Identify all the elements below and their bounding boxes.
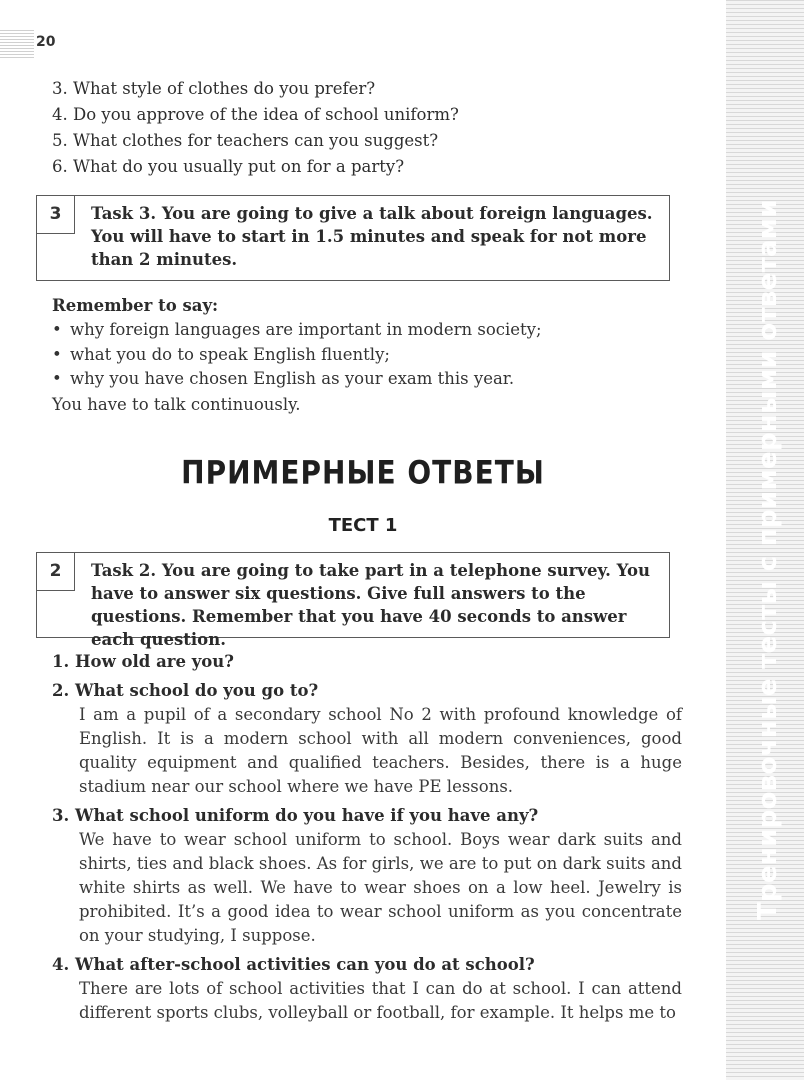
list-item: 5. What clothes for teachers can you suggest? xyxy=(52,131,439,150)
question-list xyxy=(52,76,459,180)
task-3-box xyxy=(36,195,670,281)
question: 1. How old are you? xyxy=(52,652,234,671)
section-side-title: Тренировочные тесты с примерными ответами xyxy=(753,199,783,920)
list-item: • why foreign languages are important in modern society; xyxy=(52,318,542,343)
remember-bullets xyxy=(52,318,542,392)
header-rule xyxy=(0,30,34,58)
task-instructions: Task 3. You are going to give a talk about foreign languages. You will have to start in 1.5 minutes and speak for not more than 2 minutes. xyxy=(91,204,653,269)
answers-list xyxy=(52,650,682,1030)
list-item: 4. Do you approve of the idea of school uniform? xyxy=(52,105,459,124)
list-item: • why you have chosen English as your exam this year. xyxy=(52,367,542,392)
question: 2. What school do you go to? xyxy=(52,681,319,700)
remember-title: Remember to say: xyxy=(52,296,219,315)
list-item: 6. What do you usually put on for a party? xyxy=(52,157,405,176)
list-item xyxy=(52,650,682,674)
remember-footer: You have to talk continuously. xyxy=(52,395,301,414)
list-item: 3. What style of clothes do you prefer? xyxy=(52,79,376,98)
question: 3. What school uniform do you have if you have any? xyxy=(52,806,539,825)
task-instructions: Task 2. You are going to take part in a telephone survey. You have to answer six questions. Give full answers to the questions. Remember that you have 40 seconds to answer each question. xyxy=(91,561,650,649)
answer: There are lots of school activities that I can do at school. I can attend different sports clubs, volleyball or football, for example. It helps me to xyxy=(79,979,682,1022)
answer: We have to wear school uniform to school. Boys wear dark suits and shirts, ties and black shoes. As for girls, we are to put on dark suits and white shirts as well. We have to wear shoes on a low heel. Jewelry is prohibited. It’s a good idea to wear school uniform as you concentrate on your studying, I suppose. xyxy=(79,830,682,945)
task-number: 3 xyxy=(37,196,75,234)
answer: I am a pupil of a secondary school No 2 with profound knowledge of English. It is a modern school with all modern conveniences, good quality equipment and qualified teachers. Besides, there is a huge stadium near our school where we have PE lessons. xyxy=(79,705,682,796)
page-number: 20 xyxy=(36,34,56,50)
list-item: • what you do to speak English fluently; xyxy=(52,343,542,368)
task-2-box xyxy=(36,552,670,649)
question: 4. What after-school activities can you do at school? xyxy=(52,955,535,974)
task-number: 2 xyxy=(37,553,75,591)
list-item xyxy=(52,953,682,1025)
test-heading: ТЕСТ 1 xyxy=(328,515,398,536)
answers-heading: ПРИМЕРНЫЕ ОТВЕТЫ xyxy=(181,453,545,492)
list-item xyxy=(52,679,682,799)
list-item xyxy=(52,804,682,948)
